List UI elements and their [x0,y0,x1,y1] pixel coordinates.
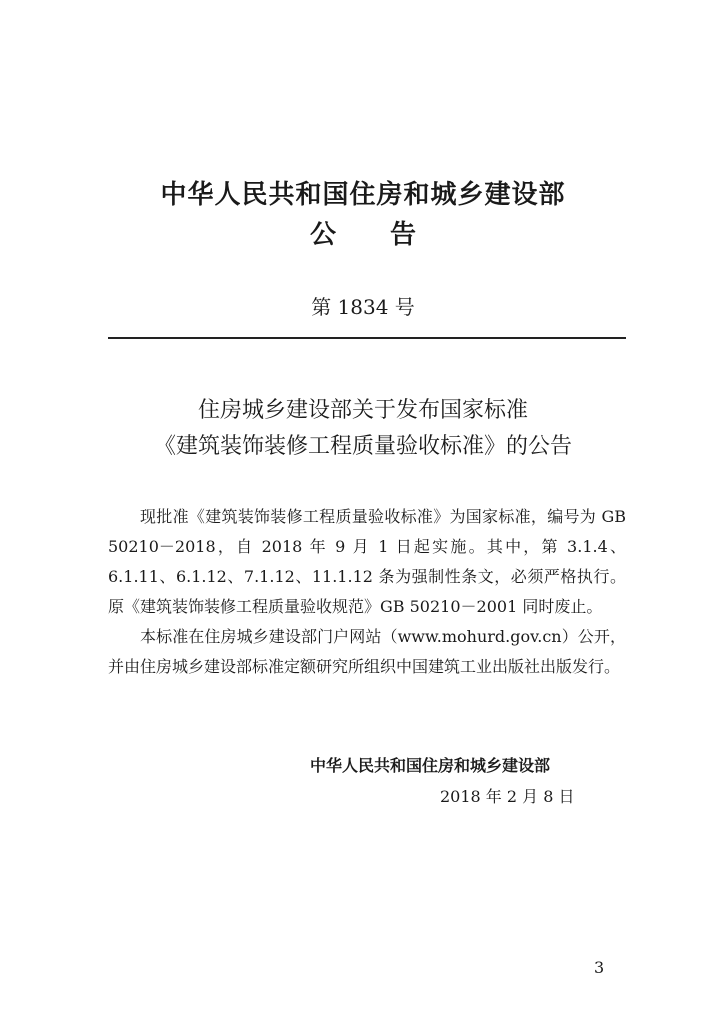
body-paragraph-1: 现批准《建筑装饰装修工程质量验收标准》为国家标准，编号为 GB 50210－2018，自 2018 年 9 月 1 日起实施。其中，第 3.1.4、6.1.11、6.1.12、7.1.12、11.1.12 条为强制性条文，必须严格执行。原《建筑装饰装修工程质量验收规范》GB 50210－2001 同时废止。 [108,507,626,616]
signature-date: 2018 年 2 月 8 日 [440,787,575,806]
page-number: 3 [594,958,605,977]
subject-line-2: 《建筑装饰装修工程质量验收标准》的公告 [153,434,572,459]
notice-heading-char-1: 公 [309,220,336,250]
notice-heading [0,218,726,252]
header-divider [108,337,626,339]
subject-line-1: 住房城乡建设部关于发布国家标准 [197,398,528,423]
notice-subject [0,393,726,465]
issuer-title: 中华人民共和国住房和城乡建设部 [160,180,566,210]
notice-number: 第 1834 号 [311,295,415,319]
notice-body [108,502,626,682]
notice-heading-char-2: 告 [390,220,417,250]
body-paragraph-2: 本标准在住房城乡建设部门户网站（www.mohurd.gov.cn）公开，并由住房城乡建设部标准定额研究所组织中国建筑工业出版社出版发行。 [108,627,626,676]
signature-issuer: 中华人民共和国住房和城乡建设部 [310,756,551,775]
